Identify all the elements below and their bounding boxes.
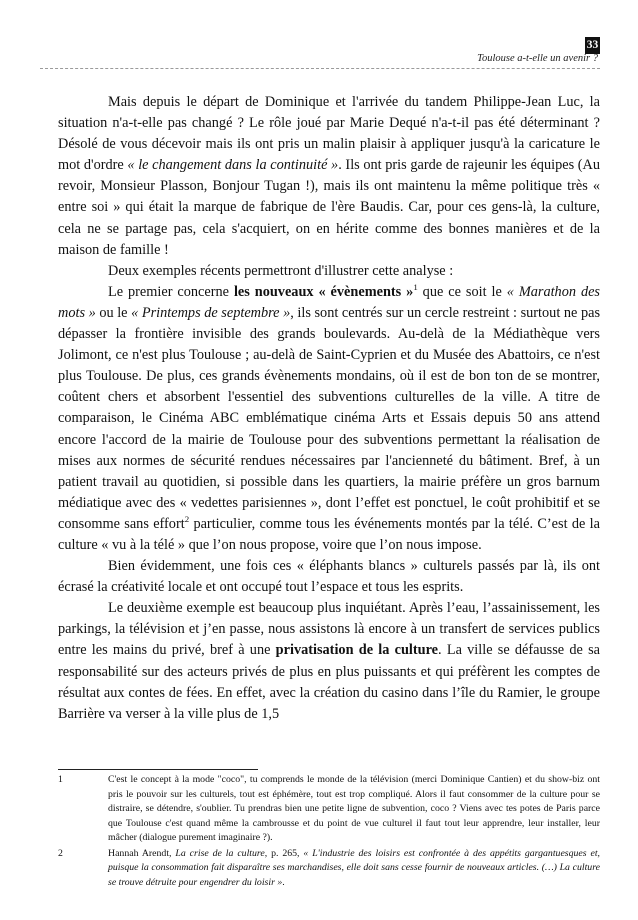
text-run: . [282,876,285,888]
paragraph-1 [58,92,600,261]
footnote-text: C'est le concept à la mode "coco", tu comprends le monde de la télévision (merci Dominique Cantien) et du show-biz ont pris le pouvoir sur les culturels, tout est éphémère, tout est trop compliqué. Alors il faut consommer de la culture pour se distraire, se détendre, s'oublier. Tu prendras bien une petite ligne de subvention, coco ? Viens avec tes potes de Paris parce que Toulouse c'est quand même la cambrousse et du point de vue culturel il faut tout leur apprendre, leur installer, leur mâcher (dialogue purement imaginaire ?). [108,774,600,843]
footnotes [58,773,600,890]
text-run: . La ville se défausse de sa responsabilité sur des acteurs privés de plus en plus puissants et qui préfèrent les comptes de résultat aux contes de fées. En effet, avec la création du casino dans l’île du Ramier, le groupe Barrière va verser à la ville plus de 1,5 [58,642,600,722]
italic-title: « Marathon des mots » [58,283,600,321]
text-run: , ils sont centrés sur un cercle restreint : surtout ne pas dépasser la frontière invisible des grands boulevards. Au-delà de la Médiathèque vers Jolimont, ce n'est plus Toulouse ; au-delà de Saint-Cyprien et du Musée des Abattoirs, ce n'est plus Toulouse. De plus, ces grands évènements mondains, où il est de bon ton de se montrer, coûtent chers et absorbent l'essentiel des subventions culturelles de la ville. A titre de comparaison, le Cinéma ABC emblématique cinéma Arts et Essais depuis 50 ans attend encore l'accord de la mairie de Toulouse pour des subventions permettant la réalisation de mises aux normes de sécurité rendues nécessaires par l'ancienneté du bâtiment. Bref, à un patient travail au quotidien, si possible dans les quartiers, la mairie préfère un gros barnum médiatique avec des « vedettes parisiennes », dont l’effet est ponctuel, le coût prohibitif et se consomme sans effort [58,304,601,532]
italic-book-title: La crise de la culture [175,847,265,859]
running-title: Toulouse a-t-elle un avenir ? [477,53,598,64]
footnote-ref-2: 2 [184,514,190,525]
text-run: , p. 265, [264,847,304,859]
page-number: 33 [585,37,600,54]
footnote-separator [58,769,258,770]
bold-phrase: privatisation de la culture [275,642,439,659]
text-run: particulier, comme tous les événements montés par la télé. C’est de la culture « vu à la télé » que l’on nous propose, voire que l’on nous impose. [58,515,600,553]
text-run: ou le [95,304,132,321]
footnote-number: 1 [58,774,63,785]
header-dashed-rule [40,68,600,69]
footnote-number: 2 [58,847,63,859]
footnote-2 [58,847,600,891]
bold-phrase: les nouveaux « évènements » [233,283,414,300]
italic-quote: « L'industrie des loisirs est confrontée à des appétits gargantuesques et, puisque la consommation fait disparaître ses marchandises, elle doit sans cesse fournir de nouveaux articles. (…) La culture se trouve détruite pour engendrer du loisir » [108,847,600,888]
text-run: Le deuxième exemple est beaucoup plus inquiétant. Après l’eau, l’assainissement, les parkings, la télévision et j’en passe, nous assistons là encore à un transfert de services publics entre les mains du privé, bref à une [58,600,600,659]
text-run: Mais depuis le départ de Dominique et l'arrivée du tandem Philippe-Jean Luc, la situation n'a-t-elle pas changé ? Le rôle joué par Marie Dequé n'a-t-il pas été déterminant ? Désolé de vous décevoir mais ils ont pris un malin plaisir à appliquer jusqu'à la caricature le mot d'ordre [58,94,600,174]
text-run: Le premier concerne [108,283,234,300]
footnote-1 [58,773,600,846]
paragraph-5 [58,598,600,725]
italic-quote: « le changement dans la continuité » [127,157,339,174]
text-run: . Ils ont pris garde de rajeunir les équipes (Au revoir, Monsieur Plasson, Bonjour Tugan !), mais ils ont maintenu la même politique très « entre soi » qui était la marque de fabrique de l'ère Baudis. Car, pour ces gens-là, la culture, cela ne se partage pas, cela s'acquiert, on en hérite comme des bonnes manières et de la maison de famille ! [58,157,600,258]
italic-title: « Printemps de septembre » [131,304,291,321]
text-run: que ce soit le [417,283,507,300]
paragraph-4: Bien évidemment, une fois ces « éléphants blancs » culturels passés par là, ils ont écrasé la créativité locale et ont occupé tout l’espace et tous les esprits. [58,558,600,596]
body-text [58,92,600,725]
footnote-ref-1: 1 [413,282,418,293]
paragraph-3 [58,282,600,556]
text-run: Hannah Arendt, [108,847,176,859]
footnote-text [108,847,600,891]
paragraph-2: Deux exemples récents permettront d'illustrer cette analyse : [108,262,454,279]
